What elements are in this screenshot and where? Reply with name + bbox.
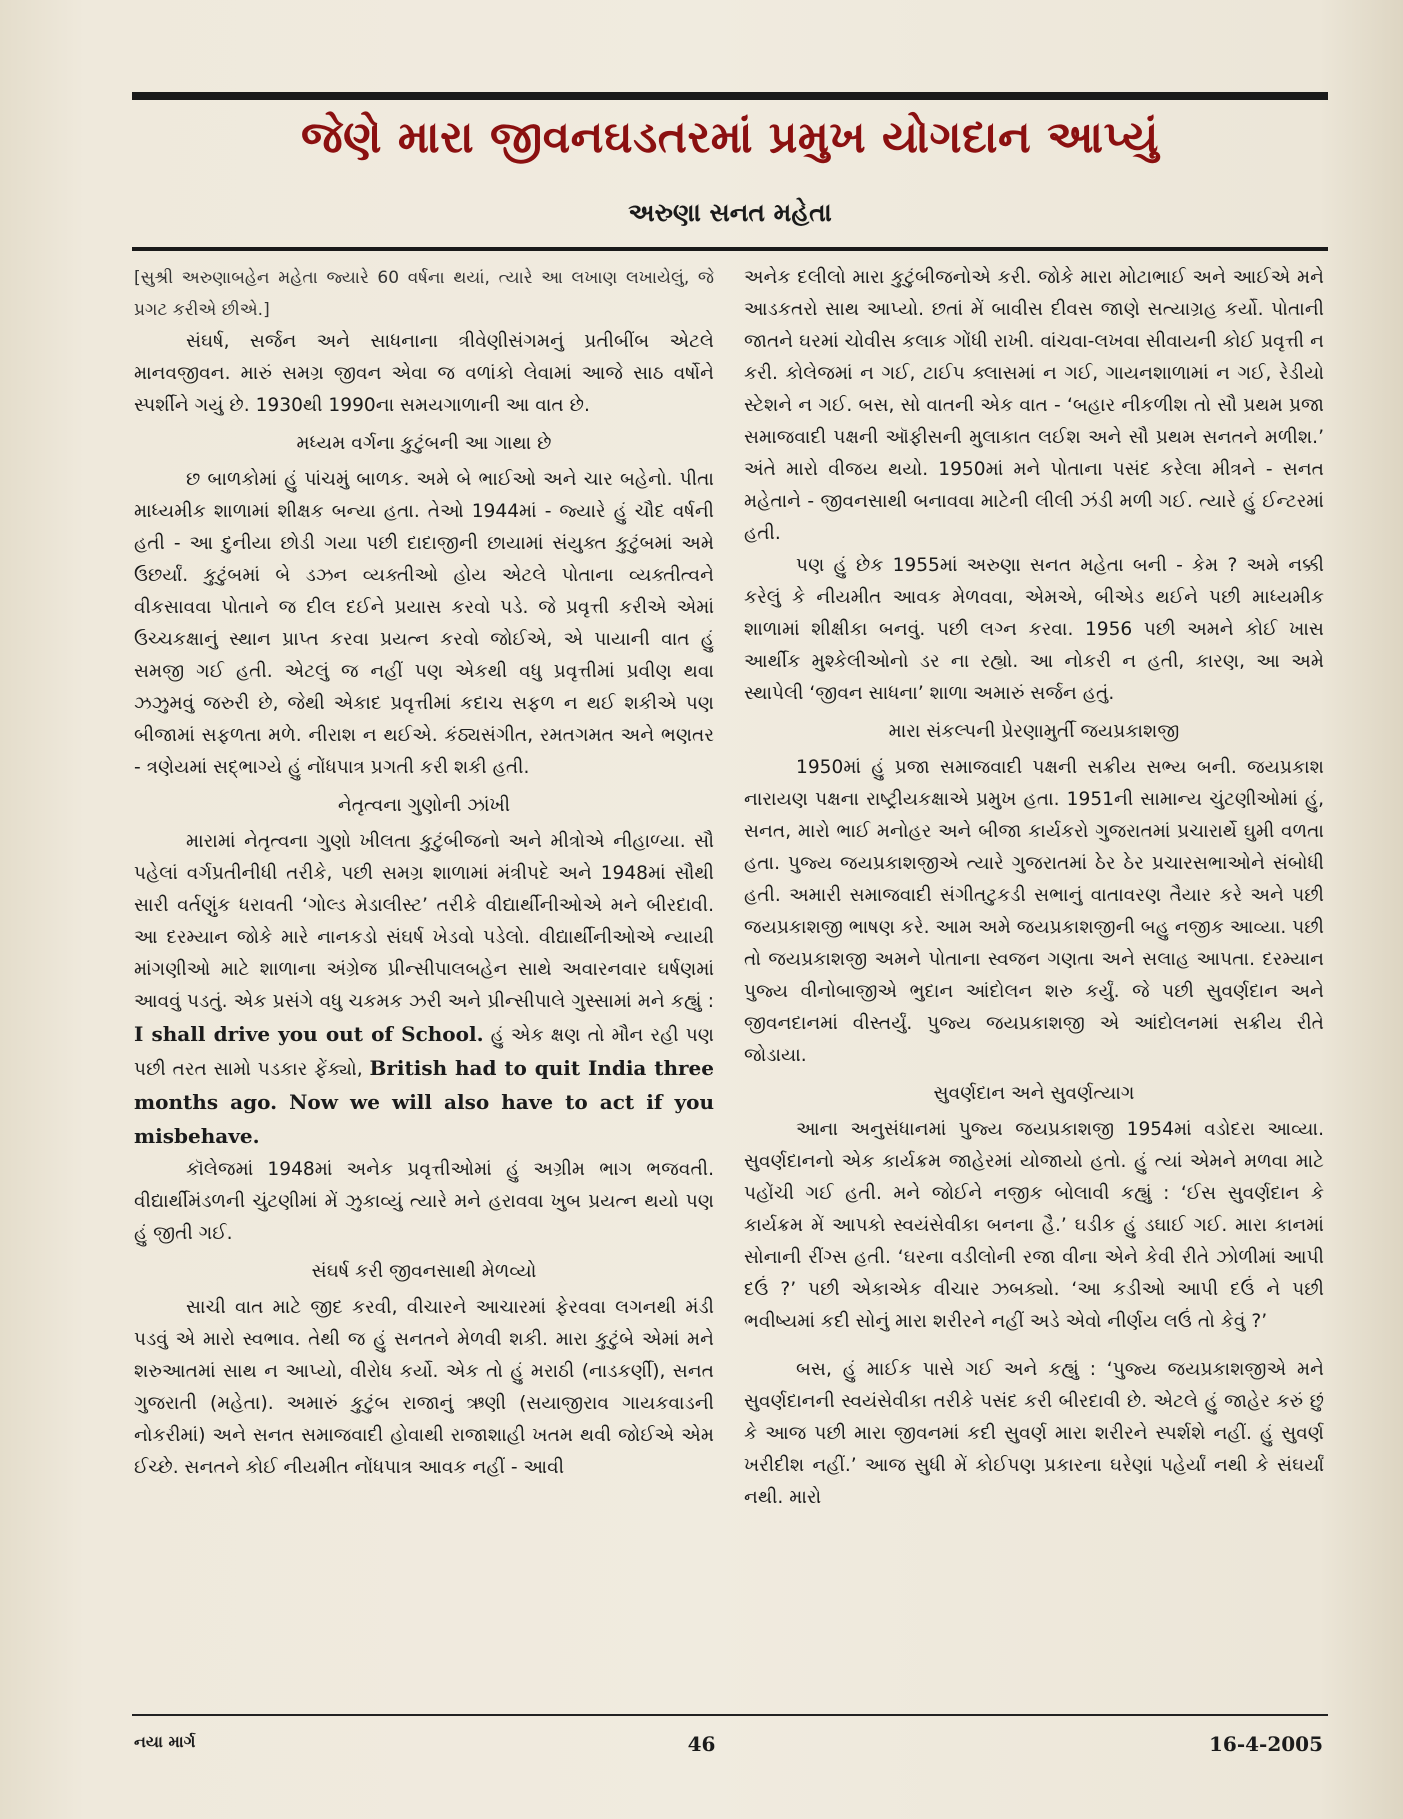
right-column — [744, 262, 1324, 1702]
section-heading: મારા સંકલ્પની પ્રેરણામુર્તી જયપ્રકાશજી — [888, 721, 1180, 742]
section-heading: મધ્યમ વર્ગના કુટુંબની આ ગાથા છે — [296, 433, 552, 454]
footer-rule — [132, 1714, 1328, 1716]
paragraph: બસ, હું માઈક પાસે ગઈ અને કહ્યું : ‘પુજ્ય જયપ્રકાશજીએ મને સુવર્ણદાનની સ્વયંસેવીકા તરીકે પસંદ કરી બીરદાવી છે. એટલે હું જાહેર કરું છું કે આજ પછી મારા જીવનમાં કદી સુવર્ણ મારા શરીરને સ્પર્શશે નહીં. હું સુવર્ણ ખરીદીશ નહીં.’ આજ સુધી મેં કોઈપણ પ્રકારના ઘરેણાં પહેર્યાં નથી કે સંઘર્યાં નથી. મારો — [744, 1359, 1324, 1508]
left-column — [134, 262, 714, 1702]
english-quote: British had to quit India three months ago. Now we will also have to act if you misbehave. — [134, 1056, 714, 1148]
top-rule — [132, 92, 1328, 100]
article-title: જેણે મારા જીવનઘડતરમાં પ્રમુખ યોગદાન આપ્યું — [301, 112, 1159, 163]
paragraph: કૉલેજમાં 1948માં અનેક પ્રવૃત્તીઓમાં હું અગ્રીમ ભાગ ભજવતી. વીદ્યાર્થીમંડળની ચુંટણીમાં મેં ઝુકાવ્યું ત્યારે મને હરાવવા ખુબ પ્રયત્ન થયો પણ હું જીતી ગઈ. — [134, 1159, 714, 1244]
issue-date: 16-4-2005 — [1208, 1732, 1323, 1756]
section-heading: સંઘર્ષ કરી જીવનસાથી મેળવ્યો — [311, 1261, 537, 1282]
paragraph: 1950માં હું પ્રજા સમાજવાદી પક્ષની સક્રીય સભ્ય બની. જયપ્રકાશ નારાયણ પક્ષના રાષ્ટ્રીયકક્ષાએ પ્રમુખ હતા. 1951ની સામાન્ય ચુંટણીઓમાં હું, સનત, મારો ભાઈ મનોહર અને બીજા કાર્યકરો ગુજરાતમાં પ્રચારાર્થે ઘુમી વળતા હતા. પુજ્ય જયપ્રકાશજીએ ત્યારે ગુજરાતમાં ઠેર ઠેર પ્રચારસભાઓને સંબોધી હતી. અમારી સમાજવાદી સંગીતટુકડી સભાનું વાતાવરણ તૈયાર કરે અને પછી જયપ્રકાશજી ભાષણ કરે. આમ અમે જયપ્રકાશજીની બહુ નજીક આવ્યા. પછી તો જયપ્રકાશજી અમને પોતાના સ્વજન ગણતા અને સલાહ આપતા. દરમ્યાન પુજ્ય વીનોબાજીએ ભુદાન આંદોલન શરુ કર્યું. જે પછી સુવર્ણદાન અને જીવનદાનમાં વીસ્તર્યું. પુજ્ય જયપ્રકાશજી એ આંદોલનમાં સક્રીય રીતે જોડાયા. — [744, 757, 1324, 1066]
editor-note: [સુશ્રી અરુણાબહેન મહેતા જ્યારે 60 વર્ષના થયાં, ત્યારે આ લખાણ લખાયેલું, જે પ્રગટ કરીએ છીએ.] — [134, 268, 714, 320]
section-heading: નેતૃત્વના ગુણોની ઝાંખી — [337, 795, 511, 816]
english-quote: I shall drive you out of School. — [134, 1022, 484, 1046]
magazine-name: નયા માર્ગ — [134, 1732, 196, 1751]
paragraph — [134, 826, 714, 1154]
article-author: અરુણા સનત મહેતા — [628, 198, 832, 227]
paragraph: અનેક દલીલો મારા કુટુંબીજનોએ કરી. જોકે મારા મોટાભાઈ અને આઈએ મને આડકતરો સાથ આપ્યો. છતાં મેં બાવીસ દીવસ જાણે સત્યાગ્રહ કર્યો. પોતાની જાતને ઘરમાં ચોવીસ કલાક ગોંધી રાખી. વાંચવા-લખવા સીવાયની કોઈ પ્રવૃત્તી ન કરી. કોલેજમાં ન ગઈ, ટાઈપ ક્લાસમાં ન ગઈ, ગાયનશાળામાં ન ગઈ, રેડીયો સ્ટેશને ન ગઈ. બસ, સો વાતની એક વાત - ‘બહાર નીકળીશ તો સૌ પ્રથમ પ્રજા સમાજવાદી પક્ષની ઑફીસની મુલાકાત લઈશ અને સૌ પ્રથમ સનતને મળીશ.’ અંતે મારો વીજય થયો. 1950માં મને પોતાના પસંદ કરેલા મીત્રને - સનત મહેતાને - જીવનસાથી બનાવવા માટેની લીલી ઝંડી મળી ગઈ. ત્યારે હું ઈન્ટરમાં હતી. — [744, 267, 1324, 544]
page-number: 46 — [687, 1732, 716, 1756]
paragraph: છ બાળકોમાં હું પાંચમું બાળક. અમે બે ભાઈઓ અને ચાર બહેનો. પીતા માધ્યમીક શાળામાં શીક્ષક બન્યા હતા. તેઓ 1944માં - જ્યારે હું ચૌદ વર્ષની હતી - આ દુનીયા છોડી ગયા પછી દાદાજીની છાયામાં સંયુક્ત કુટુંબમાં અમે ઉછર્યાં. કુટુંબમાં બે ડઝન વ્યક્તીઓ હોય એટલે પોતાના વ્યક્તીત્વને વીકસાવવા પોતાને જ દીલ દઈને પ્રયાસ કરવો પડે. જે પ્રવૃત્તી કરીએ એમાં ઉચ્ચકક્ષાનું સ્થાન પ્રાપ્ત કરવા પ્રયત્ન કરવો જોઈએ, એ પાયાની વાત હું સમજી ગઈ હતી. એટલું જ નહીં પણ એકથી વધુ પ્રવૃત્તીમાં પ્રવીણ થવા ઝઝુમવું જરુરી છે, જેથી એકાદ પ્રવૃત્તીમાં કદાચ સફળ ન થઈ શકીએ પણ બીજામાં સફળતા મળે. નીરાશ ન થઈએ. કંઠ્યસંગીત, રમતગમત અને ભણતર - ત્રણેયમાં સદ્ભાગ્યે હું નોંધપાત્ર પ્રગતી કરી શકી હતી. — [134, 469, 714, 778]
paragraph: આના અનુસંધાનમાં પુજ્ય જયપ્રકાશજી 1954માં વડોદરા આવ્યા. સુવર્ણદાનનો એક કાર્યક્રમ જાહેરમાં યોજાયો હતો. હું ત્યાં એમને મળવા માટે પહોંચી ગઈ હતી. મને જોઈને નજીક બોલાવી કહ્યું : ‘ઈસ સુવર્ણદાન કે કાર્યક્રમ મેં આપકો સ્વયંસેવીકા બનના હૈ.’ ઘડીક હું ડઘાઈ ગઈ. મારા કાનમાં સોનાની રીંગ્સ હતી. ‘ઘરના વડીલોની રજા વીના એને કેવી રીતે ઝોળીમાં આપી દઉં ?’ પછી એકાએક વીચાર ઝબક્યો. ‘આ કડીઓ આપી દઉં ને પછી ભવીષ્યમાં કદી સોનું મારા શરીરને નહીં અડે એવો નીર્ણય લઉં તો કેવું ?’ — [744, 1119, 1324, 1332]
paragraph: પણ હું છેક 1955માં અરુણા સનત મહેતા બની - કેમ ? અમે નક્કી કરેલું કે નીયમીત આવક મેળવવા, એમએ, બીએડ થઈને પછી માધ્યમીક શાળામાં શીક્ષીકા બનવું. પછી લગ્ન કરવા. 1956 પછી અમને કોઈ ખાસ આર્થીક મુશ્કેલીઓનો ડર ના રહ્યો. આ નોકરી ન હતી, કારણ, આ અમે સ્થાપેલી ‘જીવન સાધના’ શાળા અમારું સર્જન હતું. — [744, 555, 1324, 704]
section-heading: સુવર્ણદાન અને સુવર્ણત્યાગ — [933, 1083, 1135, 1104]
paragraph-text: હું એક ક્ષણ તો મૌન રહી પણ પછી તરત સામો પડકાર ફેંક્યો, — [134, 1025, 714, 1080]
paragraph: સાચી વાત માટે જીદ કરવી, વીચારને આચારમાં ફેરવવા લગનથી મંડી પડવું એ મારો સ્વભાવ. તેથી જ હું સનતને મેળવી શકી. મારા કુટુંબે એમાં મને શરુઆતમાં સાથ ન આપ્યો, વીરોધ કર્યો. એક તો હું મરાઠી (નાડકર્ણી), સનત ગુજરાતી (મહેતા). અમારું કુટુંબ રાજાનું ઋણી (સયાજીરાવ ગાયકવાડની નોકરીમાં) અને સનત સમાજવાદી હોવાથી રાજાશાહી ખતમ થવી જોઈએ એમ ઈચ્છે. સનતને કોઈ નીયમીત નોંધપાત્ર આવક નહીં - આવી — [134, 1297, 714, 1478]
paragraph-text: મારામાં નેતૃત્વના ગુણો ખીલતા કુટુંબીજનો અને મીત્રોએ નીહાળ્યા. સૌ પહેલાં વર્ગપ્રતીનીધી તરીકે, પછી સમગ્ર શાળામાં મંત્રીપદે અને 1948માં સૌથી સારી વર્તણુંક ધરાવતી ‘ગોલ્ડ મેડાલીસ્ટ’ તરીકે વીદ્યાર્થીનીઓએ મને બીરદાવી. આ દરમ્યાન જોકે મારે નાનકડો સંઘર્ષ ખેડવો પડેલો. વીદ્યાર્થીનીઓએ ન્યાયી માંગણીઓ માટે શાળાના અંગ્રેજ પ્રીન્સીપાલબહેન સાથે અવારનવાર ઘર્ષણમાં આવવું પડતું. એક પ્રસંગે વધુ ચકમક ઝરી અને પ્રીન્સીપાલે ગુસ્સામાં મને કહ્યું : — [134, 831, 714, 1012]
header-rule — [132, 247, 1328, 251]
paragraph: સંઘર્ષ, સર્જન અને સાધનાના ત્રીવેણીસંગમનું પ્રતીબીંબ એટલે માનવજીવન. મારું સમગ્ર જીવન એવા જ વળાંકો લેવામાં આજે સાઠ વર્ષોને સ્પર્શીને ગયું છે. 1930થી 1990ના સમયગાળાની આ વાત છે. — [134, 331, 714, 416]
